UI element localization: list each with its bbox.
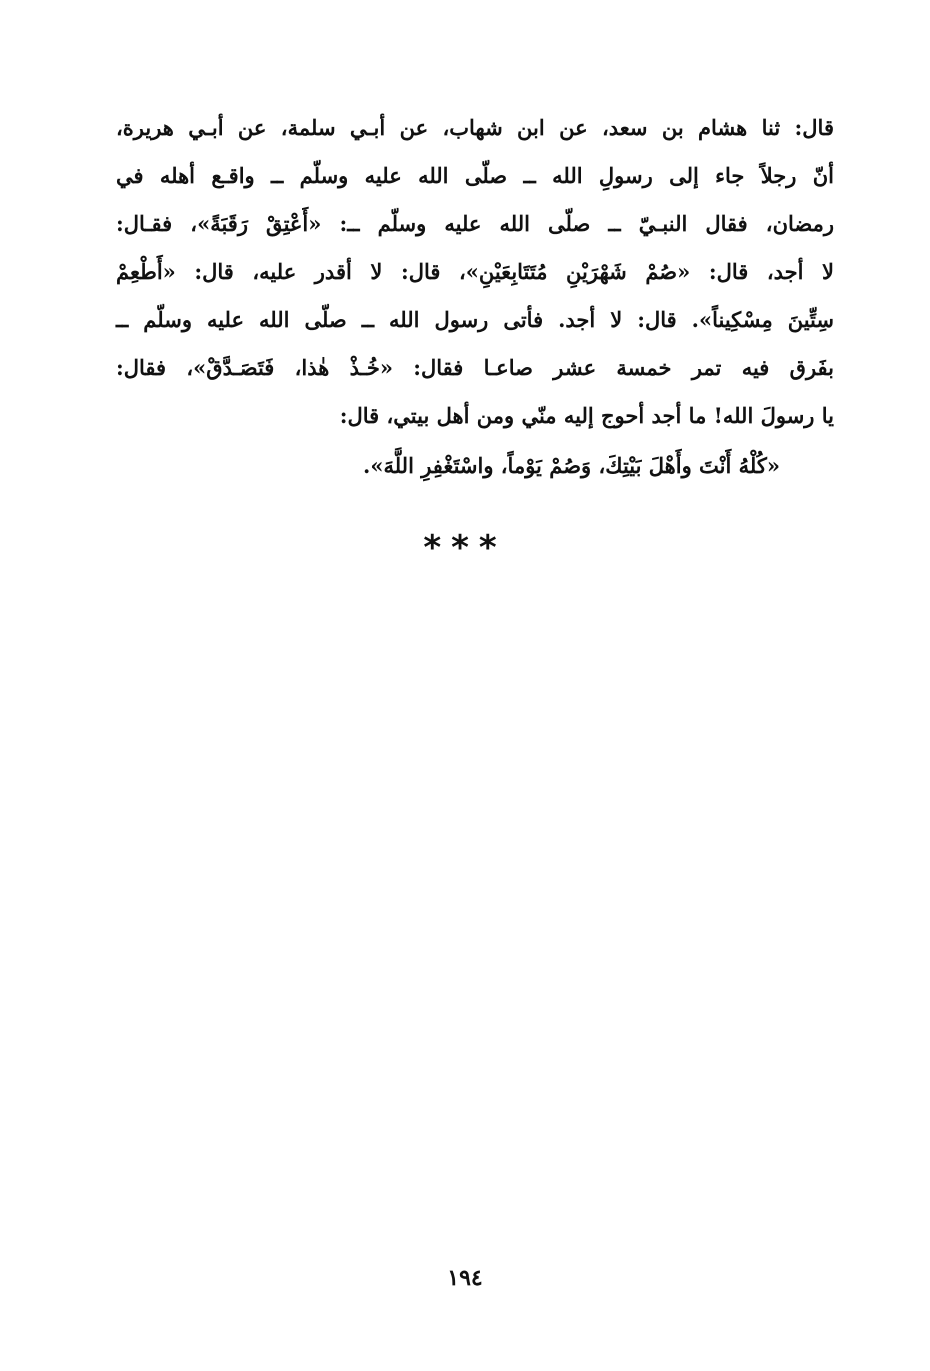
- text-line-4: لا أجد، قال: «صُمْ شَهْرَيْنِ مُتَتَابِعَيْنِ»، قال: لا أقدر عليه، قال: «أَطْعِمْ: [116, 259, 834, 284]
- text-line-5: سِتِّينَ مِسْكِيناً». قال: لا أجد. فأتى رسول الله ــ صلّى الله عليه وسلّم ــ: [116, 307, 834, 332]
- text-line-7: يا رسولَ الله! ما أجد أحوج إليه منّي ومن أهل بيتي، قال:: [339, 403, 834, 428]
- text-line-6: بفَرق فيه تمر خمسة عشر صاعـا فقال: «خُـذْ هٰذا، فَتَصَـدَّقْ»، فقال:: [116, 355, 834, 380]
- text-line-2: أنّ رجلاً جاء إلى رسولِ الله ــ صلّى الله عليه وسلّم ــ واقـع أهله في: [116, 163, 834, 188]
- section-separator: ***: [423, 528, 507, 568]
- page-number: ١٩٤: [447, 1265, 483, 1291]
- text-line-1: قال: ثنا هشام بن سعد، عن ابن شهاب، عن أبـي سلمة، عن أبـي هريرة،: [116, 115, 834, 140]
- text-line-3: رمضان، فقال النبـيّ ــ صلّى الله عليه وسلّم ــ: «أَعْتِقْ رَقَبَةً»، فقـال:: [116, 211, 834, 236]
- prophet-quote: «كُلْهُ أَنْتَ وأَهْلَ بَيْتِكَ، وَصُمْ يَوْماً، واسْتَغْفِرِ اللَّهَ».: [363, 453, 780, 478]
- hadith-text: [116, 104, 834, 490]
